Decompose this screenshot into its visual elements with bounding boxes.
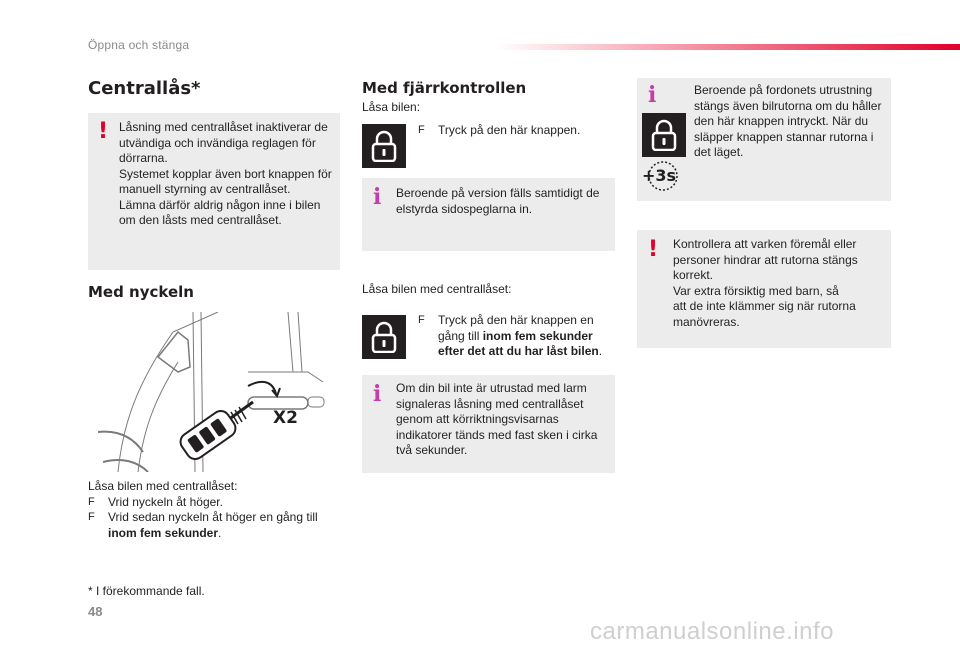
door-key-illustration	[98, 312, 333, 472]
lock-button-icon	[362, 124, 406, 168]
alarm-info-text: Om din bil inte är utrustad med larm signaleras låsning med centrallåset genom att körriktningsvisarnas indikatorer tänds med fast sken i cirka två sekunder.	[396, 381, 598, 457]
warning-box	[88, 113, 340, 270]
key-section-title: Med nyckeln	[88, 283, 194, 301]
watermark: carmanualsonline.info	[590, 618, 834, 645]
header-accent-bar	[495, 44, 960, 50]
car-door-key-icon	[98, 312, 333, 472]
footnote: * I förekommande fall.	[88, 584, 205, 598]
padlock-icon	[371, 130, 397, 162]
lock-label: Låsa bilen:	[362, 100, 421, 114]
deadlock-button-icon	[362, 315, 406, 359]
bullet-icon: F	[418, 314, 425, 326]
bullet-icon: F	[88, 511, 95, 523]
info-icon: i	[648, 82, 657, 108]
step-2: F Vrid sedan nyckeln åt höger en gång till inom fem sekunder.	[88, 510, 318, 540]
warning-icon: !	[98, 119, 109, 144]
key-instructions: Låsa bilen med centrallåset: F Vrid nyckeln åt höger. F Vrid sedan nyckeln åt höger en gång till inom fem sekunder.	[88, 479, 340, 541]
press-once-step: F Tryck på den här knappen.	[418, 123, 581, 137]
remote-section-title: Med fjärrkontrollen	[362, 79, 527, 97]
section-title: Öppna och stänga	[88, 38, 190, 52]
info-icon: i	[373, 184, 382, 210]
illustration-label: X2	[273, 408, 298, 428]
warning-text: Låsning med centrallåset inaktiverar de utvändiga och invändiga reglagen för dörrarna. Systemet kopplar även bort knappen för manuell styrning av centrallåset. Lämna därför aldrig någon inne i bilen om den låsts med centrallåset.	[119, 120, 332, 227]
bullet-icon: F	[88, 495, 95, 508]
mirror-info-text: Beroende på version fälls samtidigt de elstyrda sidospeglarna in.	[396, 186, 600, 216]
padlock-icon	[651, 119, 677, 151]
window-info-text: Beroende på fordonets utrustning stängs även bilrutorna om du håller den här knappen intryckt. När du släpper knappen stannar rutorna i det läget.	[694, 83, 882, 159]
step-1: F Vrid nyckeln åt höger.	[88, 494, 223, 509]
window-info-box	[637, 78, 891, 201]
page-number: 48	[88, 604, 103, 619]
bullet-icon: F	[418, 124, 425, 136]
warning-icon: !	[648, 237, 659, 262]
page-title: Centrallås*	[88, 78, 201, 99]
deadlock-label: Låsa bilen med centrallåset:	[362, 282, 512, 296]
press-again-step: F Tryck på den här knappen en gång till inom fem sekunder efter det att du har låst bilen.	[418, 313, 603, 358]
info-icon: i	[373, 381, 382, 407]
hold-lock-button-icon	[642, 113, 686, 157]
alarm-info-box	[362, 375, 615, 473]
padlock-icon	[371, 321, 397, 353]
mirror-info-box	[362, 178, 615, 251]
check-warning-text: Kontrollera att varken föremål eller personer hindrar att rutorna stängs korrekt. Var extra försiktig med barn, så att de inte klämmer sig när rutorna manövreras.	[673, 237, 858, 329]
hold-timer-icon: +3s	[640, 160, 684, 192]
check-warning-box	[637, 230, 891, 348]
